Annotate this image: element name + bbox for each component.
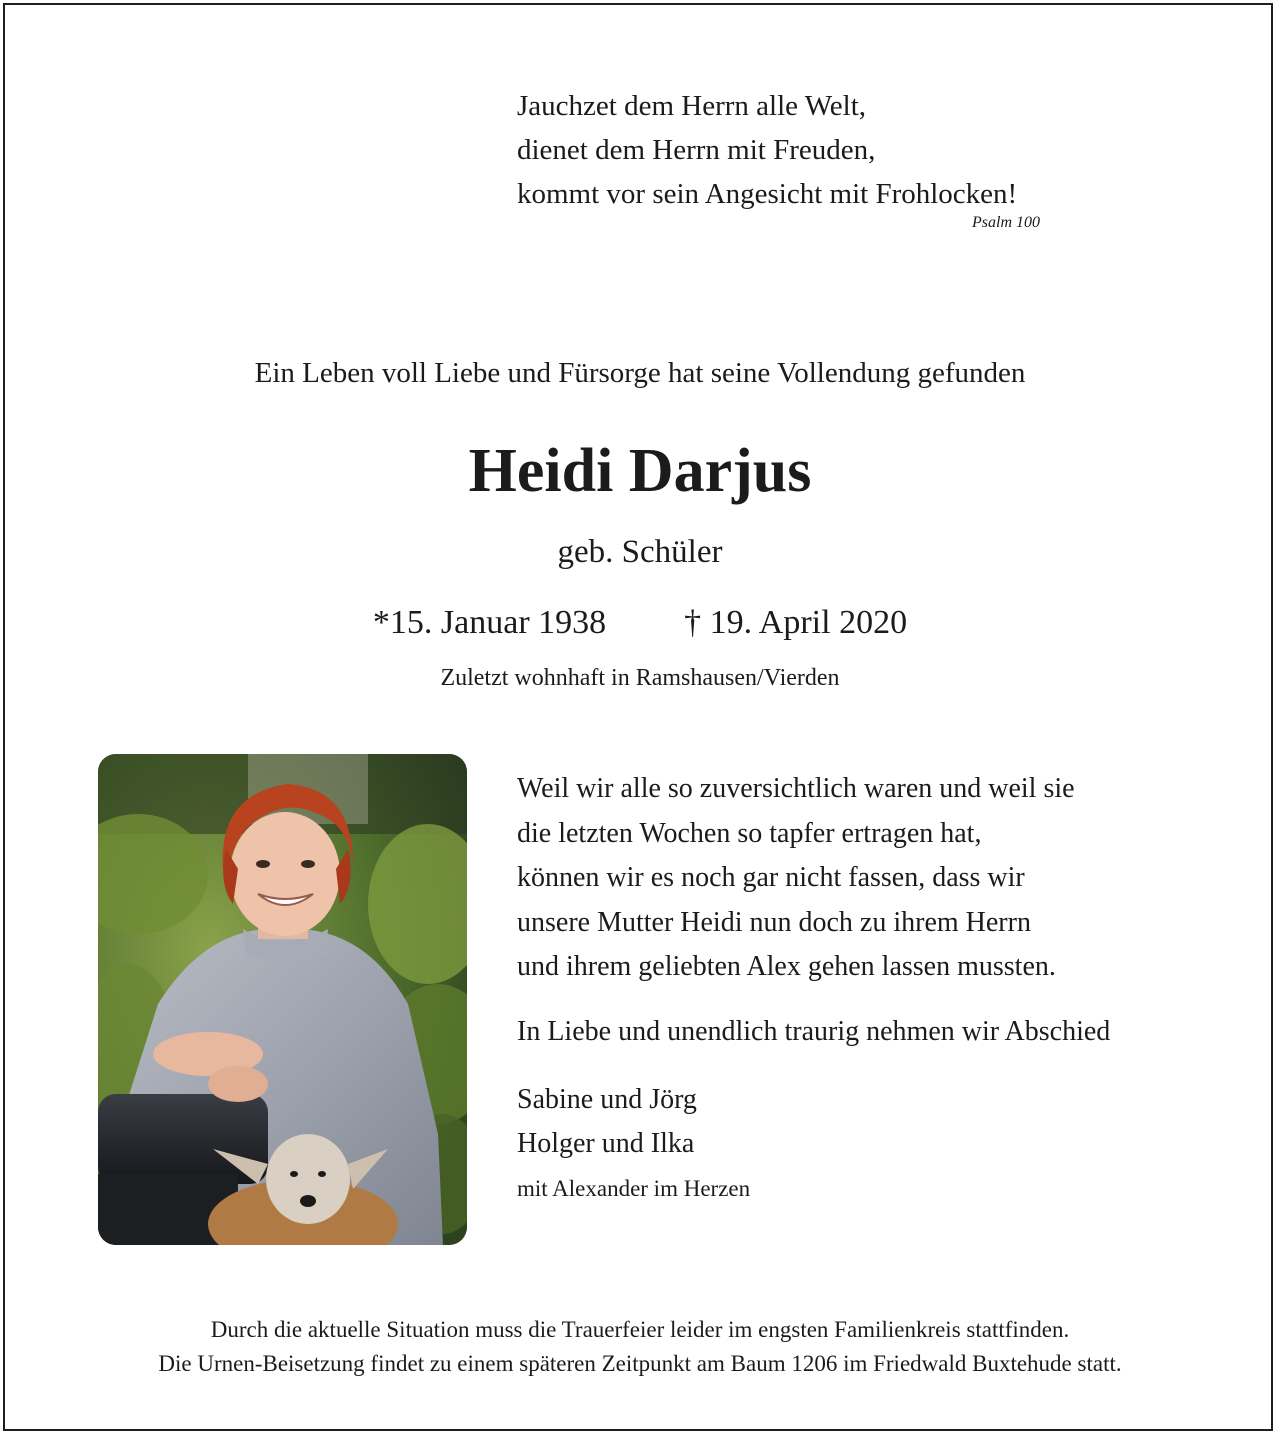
deceased-name: Heidi Darjus [468, 437, 812, 505]
message-line: Weil wir alle so zuversichtlich waren und weil sie [517, 773, 1075, 804]
family-signatures [517, 1078, 697, 1166]
message-line: unsere Mutter Heidi nun doch zu ihrem Herrn [517, 906, 1031, 938]
psalm-reference: Psalm 100 [972, 214, 1040, 231]
psalm-line: kommt vor sein Angesicht mit Frohlocken! [517, 178, 1018, 210]
message-line: die letzten Wochen so tapfer ertragen hat, [517, 817, 982, 849]
psalm-line: Jauchzet dem Herrn alle Welt, [517, 90, 867, 122]
family-member: Holger und Ilka [517, 1128, 695, 1159]
psalm-line: dienet dem Herrn mit Freuden, [517, 134, 876, 166]
funeral-notice [0, 1313, 1280, 1381]
birth-date: *15. Januar 1938 [372, 604, 607, 641]
farewell-text: In Liebe und unendlich traurig nehmen wir Abschied [517, 1016, 1111, 1047]
psalm-quote [517, 84, 1077, 231]
portrait-photo [98, 754, 467, 1245]
condolence-message [517, 767, 1237, 990]
death-date: † 19. April 2020 [684, 604, 908, 641]
message-line: können wir es noch gar nicht fassen, dass wir [517, 862, 1025, 894]
notice-line: Die Urnen-Beisetzung findet zu einem späteren Zeitpunkt am Baum 1206 im Friedwald Buxtehude statt. [158, 1351, 1122, 1376]
life-dates [0, 600, 1280, 646]
memory-note: mit Alexander im Herzen [517, 1176, 751, 1201]
intro-text: Ein Leben voll Liebe und Fürsorge hat seine Vollendung gefunden [254, 357, 1026, 389]
message-line: und ihrem geliebten Alex gehen lassen mussten. [517, 951, 1056, 983]
notice-line: Durch die aktuelle Situation muss die Trauerfeier leider im engsten Familienkreis stattfinden. [210, 1317, 1070, 1342]
maiden-name: geb. Schüler [557, 534, 723, 570]
residence-text: Zuletzt wohnhaft in Ramshausen/Vierden [440, 665, 840, 691]
family-member: Sabine und Jörg [517, 1084, 697, 1115]
